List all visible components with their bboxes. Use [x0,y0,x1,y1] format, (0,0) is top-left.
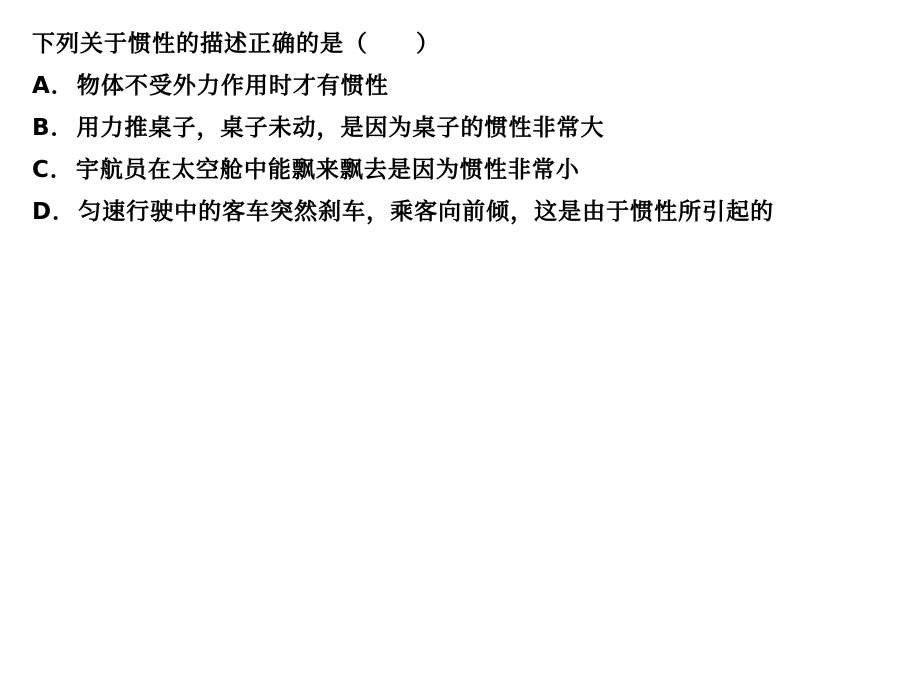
option-b-text: 用力推桌子，桌子未动，是因为桌子的惯性非常大 [76,115,605,141]
option-c-text: 宇航员在太空舱中能飘来飘去是因为惯性非常小 [75,157,580,183]
option-d [32,191,904,233]
question-text: 下列关于惯性的描述正确的是（ ） [32,31,440,57]
option-b-label: B． [32,115,75,141]
option-b [32,107,904,149]
option-c-label: C． [32,157,74,183]
option-d-label: D． [32,199,77,225]
option-d-text: 匀速行驶中的客车突然刹车，乘客向前倾，这是由于惯性所引起的 [78,199,775,225]
option-c [32,149,904,191]
option-a-text: 物体不受外力作用时才有惯性 [76,73,389,99]
option-a [32,65,904,107]
option-a-label: A． [32,73,75,99]
